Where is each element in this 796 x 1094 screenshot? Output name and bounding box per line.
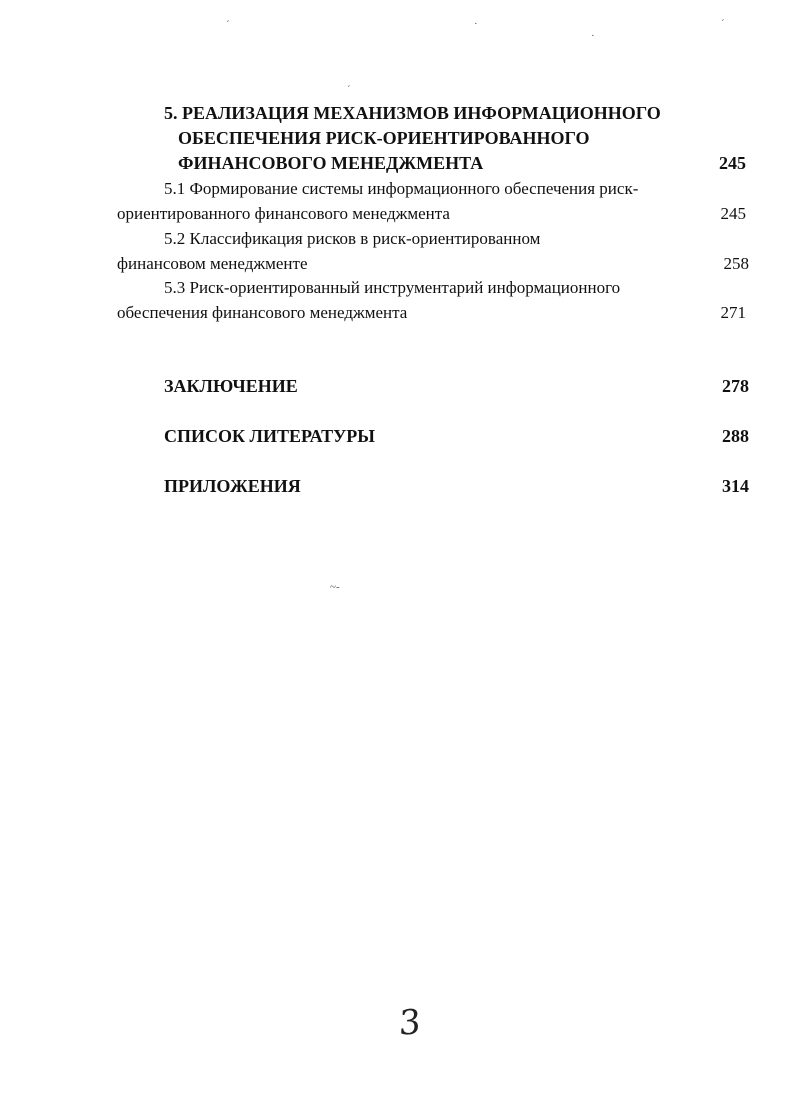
chapter-title-line-1: 5. РЕАЛИЗАЦИЯ МЕХАНИЗМОВ ИНФОРМАЦИОННОГО [164, 103, 661, 123]
section-5-3-page: 271 [720, 303, 746, 322]
section-5-1-line-1: 5.1 Формирование системы информационного обеспечения риск- [164, 179, 639, 198]
scan-speck: ˊ [226, 19, 230, 31]
section-5-2-page: 258 [723, 254, 749, 273]
chapter-title-line-3: ФИНАНСОВОГО МЕНЕДЖМЕНТА [178, 153, 484, 173]
handwritten-page-number: 3 [398, 1002, 422, 1044]
scan-speck: · [474, 18, 478, 30]
scan-speck: ˊ [347, 84, 351, 96]
section-5-1-line-2: ориентированного финансового менеджмента [117, 204, 450, 223]
scan-speck: · [591, 30, 595, 42]
chapter-page-number: 245 [719, 153, 746, 173]
toc-entry-references-page: 288 [722, 426, 749, 446]
section-5-3-line-1: 5.3 Риск-ориентированный инструментарий информационного [164, 278, 621, 297]
toc-entry-conclusion: ЗАКЛЮЧЕНИЕ [164, 376, 298, 396]
toc-entry-appendices: ПРИЛОЖЕНИЯ [164, 476, 301, 496]
toc-entry-references: СПИСОК ЛИТЕРАТУРЫ [164, 426, 375, 446]
scan-speck: ~- [330, 581, 340, 593]
chapter-title-line-2: ОБЕСПЕЧЕНИЯ РИСК-ОРИЕНТИРОВАННОГО [178, 128, 590, 148]
section-5-2-line-2: финансовом менеджменте [117, 254, 308, 273]
section-5-1-page: 245 [720, 204, 746, 223]
toc-entry-appendices-page: 314 [722, 476, 749, 496]
scan-speck: ˊ [721, 18, 725, 30]
section-5-2-line-1: 5.2 Классификация рисков в риск-ориентированном [164, 229, 541, 248]
section-5-3-line-2: обеспечения финансового менеджмента [117, 303, 408, 322]
toc-entry-conclusion-page: 278 [722, 376, 749, 396]
